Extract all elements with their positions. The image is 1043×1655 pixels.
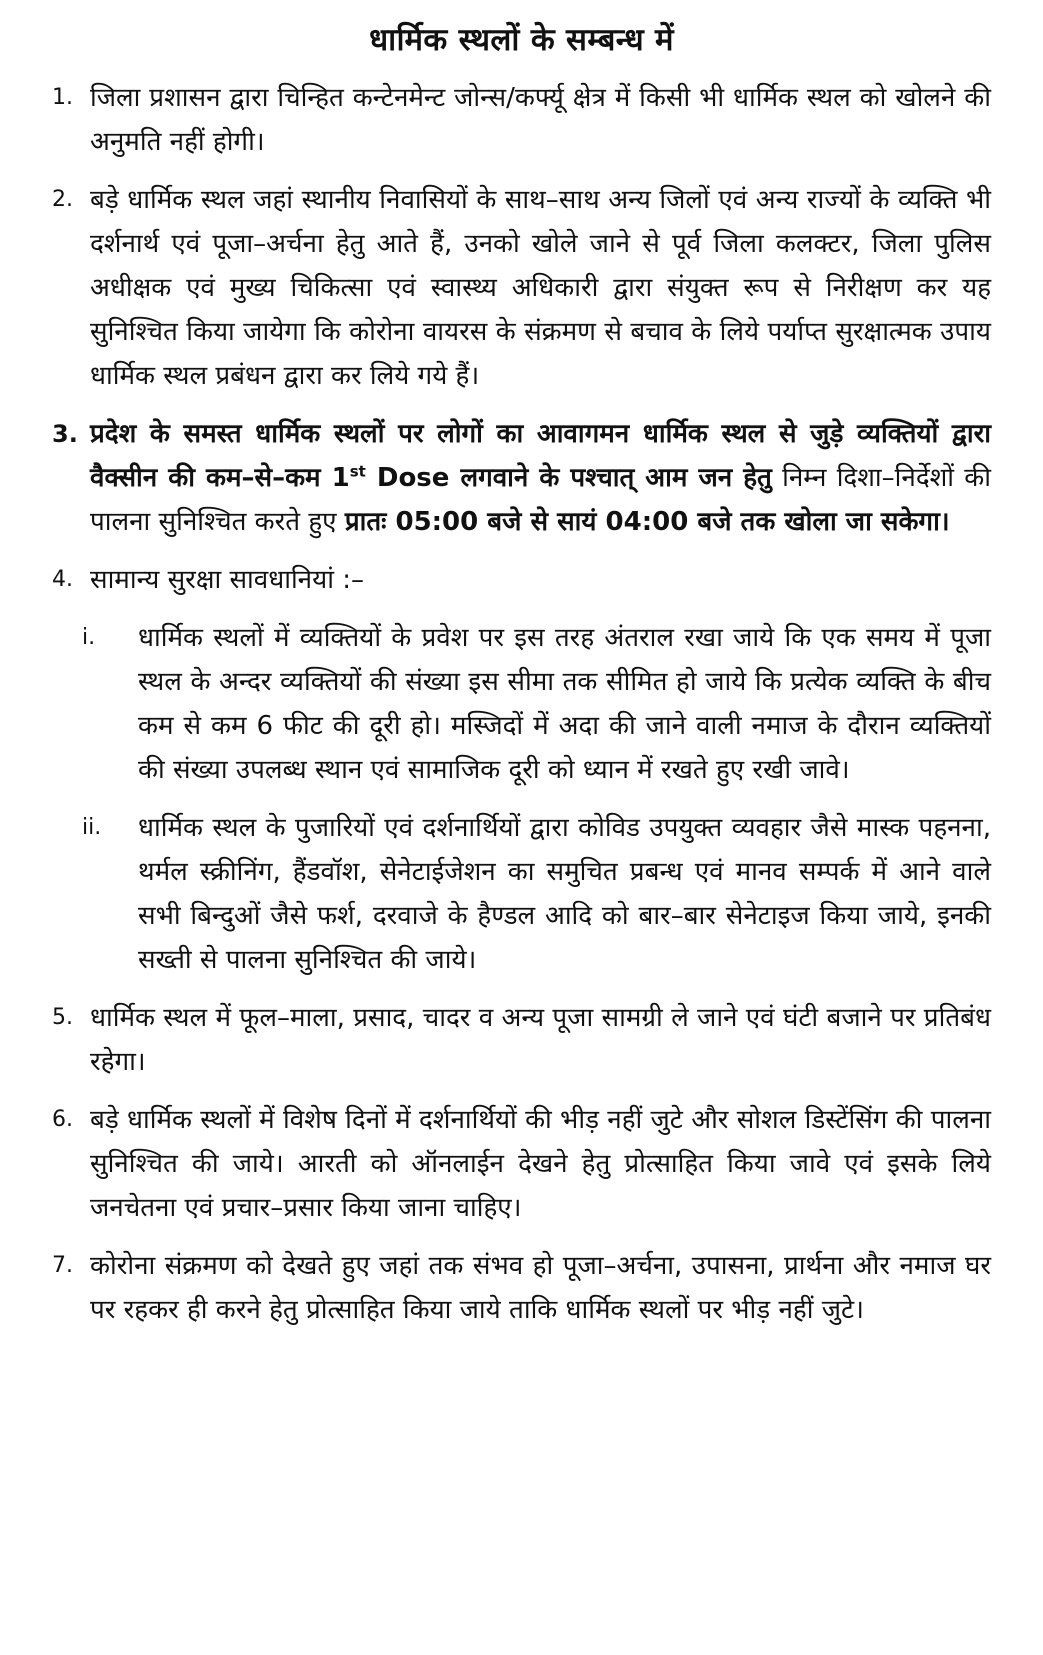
item-text: धार्मिक स्थल में फूल–माला, प्रसाद, चादर व अन्य पूजा सामग्री ले जाने एवं घंटी बजाने पर प्रतिबंध रहेगा। — [90, 1003, 991, 1077]
item-number: 2. — [52, 187, 73, 212]
list-item-5 — [52, 996, 991, 1084]
list-item-3 — [52, 412, 991, 544]
item-number: 6. — [52, 1107, 73, 1132]
sub-item-number: i. — [82, 625, 96, 650]
sub-item-i — [52, 616, 991, 792]
item-text: सामान्य सुरक्षा सावधानियां :– — [90, 565, 364, 595]
sub-item-ii — [52, 806, 991, 982]
list-item-4 — [52, 558, 991, 602]
item-number: 4. — [52, 567, 73, 592]
list-item-1 — [52, 76, 991, 164]
item-text: कोरोना संक्रमण को देखते हुए जहां तक संभव हो पूजा–अर्चना, उपासना, प्रार्थना और नमाज घर पर रहकर ही करने हेतु प्रोत्साहित किया जाये ताकि धार्मिक स्थलों पर भीड़ नहीं जुटे। — [90, 1251, 991, 1325]
superscript-st: st — [349, 462, 366, 481]
item-text-bold-part-2: Dose लगवाने के पश्चात् आम जन हेतु — [365, 463, 772, 493]
list-item-2 — [52, 178, 991, 398]
sub-item-number: ii. — [82, 815, 102, 840]
item-number: 7. — [52, 1253, 73, 1278]
item-number: 3. — [52, 420, 78, 448]
item-text: बड़े धार्मिक स्थल जहां स्थानीय निवासियों के साथ–साथ अन्य जिलों एवं अन्य राज्यों के व्यक्ति भी दर्शनार्थ एवं पूजा–अर्चना हेतु आते हैं, उनको खोले जाने से पूर्व जिला कलक्टर, जिला पुलिस अधीक्षक एवं मुख्य चिकित्सा एवं स्वास्थ्य अधिकारी द्वारा संयुक्त रूप से निरीक्षण कर यह सुनिश्चित किया जायेगा कि कोरोना वायरस के संक्रमण से बचाव के लिये पर्याप्त सुरक्षात्मक उपाय धार्मिक स्थल प्रबंधन द्वारा कर लिये गये हैं। — [90, 185, 991, 391]
item-text — [90, 412, 991, 544]
item-number: 1. — [52, 85, 73, 110]
item-text-bold-part-3: प्रातः 05:00 बजे से सायं 04:00 बजे तक खोला जा सकेगा। — [344, 507, 950, 537]
sub-item-text: धार्मिक स्थल के पुजारियों एवं दर्शनार्थियों द्वारा कोविड उपयुक्त व्यवहार जैसे मास्क पहनना, थर्मल स्क्रीनिंग, हैंडवॉश, सेनेटाईजेशन का समुचित प्रबन्ध एवं मानव सम्पर्क में आने वाले सभी बिन्दुओं जैसे फर्श, दरवाजे के हैण्डल आदि को बार–बार सेनेटाइज किया जाये, इनकी सख्ती से पालना सुनिश्चित की जाये। — [138, 813, 991, 975]
sub-item-text: धार्मिक स्थलों में व्यक्तियों के प्रवेश पर इस तरह अंतराल रखा जाये कि एक समय में पूजा स्थल के अन्दर व्यक्तियों की संख्या इस सीमा तक सीमित हो जाये कि प्रत्येक व्यक्ति के बीच कम से कम 6 फीट की दूरी हो। मस्जिदों में अदा की जाने वाली नमाज के दौरान व्यक्तियों की संख्या उपलब्ध स्थान एवं सामाजिक दूरी को ध्यान में रखते हुए रखी जावे। — [138, 623, 991, 785]
item-text: बड़े धार्मिक स्थलों में विशेष दिनों में दर्शनार्थियों की भीड़ नहीं जुटे और सोशल डिस्टेंसिंग की पालना सुनिश्चित की जाये। आरती को ऑनलाईन देखने हेतु प्रोत्साहित किया जावे एवं इसके लिये जनचेतना एवं प्रचार–प्रसार किया जाना चाहिए। — [90, 1105, 991, 1223]
item-text: जिला प्रशासन द्वारा चिन्हित कन्टेनमेन्ट जोन्स/कर्फ्यू क्षेत्र में किसी भी धार्मिक स्थल को खोलने की अनुमति नहीं होगी। — [90, 83, 991, 157]
item-number: 5. — [52, 1005, 73, 1030]
document-title: धार्मिक स्थलों के सम्बन्ध में — [369, 22, 674, 58]
item-text-bold-part-1: प्रदेश के समस्त धार्मिक स्थलों पर लोगों का आवागमन धार्मिक स्थल से जुड़े व्यक्तियों द्वारा वैक्सीन की कम–से–कम 1 — [90, 419, 991, 493]
list-item-6 — [52, 1098, 991, 1230]
item-text-normal-part: निम्न दिशा–निर्देशों की पालना सुनिश्चित करते हुए — [90, 463, 991, 537]
list-item-7 — [52, 1244, 991, 1332]
